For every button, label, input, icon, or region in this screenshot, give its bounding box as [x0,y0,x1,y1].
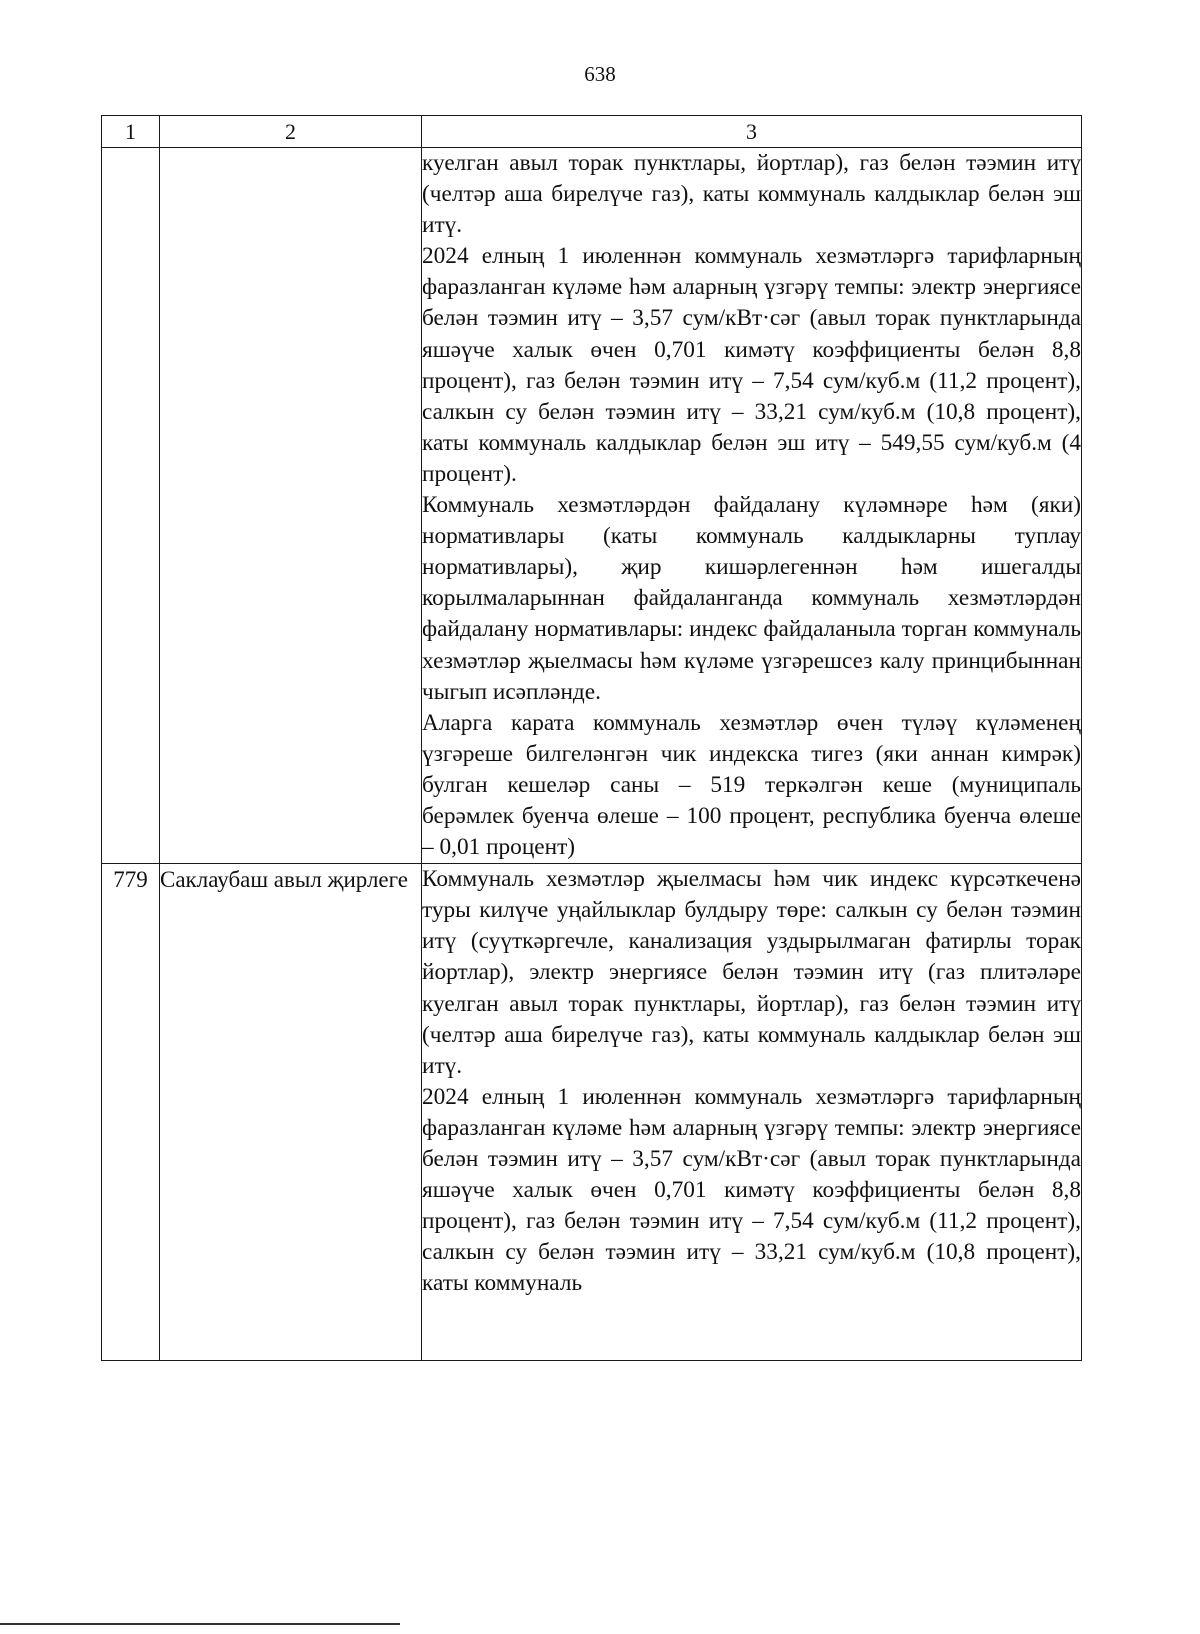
header-col-2: 2 [160,116,422,148]
table-row [102,148,1082,864]
table-row [102,864,1082,1361]
paragraph: Коммуналь хезмәтләрдән файдалану күләмнәре һәм (яки) нормативлары (каты коммуналь калдыкларны туплау нормативлары), җир кишәрлегеннән һәм ишегалды корылмаларыннан файдаланганда коммуналь хезмәтләрдән файдалану нормативлары: индекс файдаланыла торган коммуналь хезмәтләр җыелмасы һәм күләме үзгәрешсез калу принцибыннан чыгып исәпләнде. [422,492,1081,705]
paragraph: Аларга карата коммуналь хезмәтләр өчен түләү күләменең үзгәреше билгеләнгән чик индекска тигез (яки аннан кимрәк) булган кешеләр саны – 519 теркәлгән кеше (муниципаль берәмлек буенча өлеше – 100 процент, республика буенча өлеше – 0,01 процент) [422,709,1081,861]
settlement-name [160,148,422,864]
paragraph: куелган авыл торак пунктлары, йортлар), газ белән тәэмин итү (челтәр аша бирелүче газ), каты коммуналь калдыклар белән эш итү. [422,150,1081,239]
paragraph: Коммуналь хезмәтләр җыелмасы һәм чик индекс күрсәткеченә туры килүче уңайлыклар булдыру төре: салкын су белән тәэмин итү (суүткәргечле, канализация уздырылмаган фатирлы торак йортлар), электр энергиясе белән тәэмин итү (газ плитәләре куелган авыл торак пунктлары, йортлар), газ белән тәэмин итү (челтәр аша бирелүче газ), каты коммуналь калдыклар белән эш итү. [422,866,1081,1079]
row-number: 779 [102,864,160,1361]
row-description [422,864,1082,1361]
header-col-1: 1 [102,116,160,148]
row-number [102,148,160,864]
header-col-3: 3 [422,116,1082,148]
row-description [422,148,1082,864]
page-number: 638 [584,62,616,86]
table-header-row [102,116,1082,148]
paragraph: 2024 елның 1 июленнән коммуналь хезмәтләргә тарифларның фаразланган күләме һәм аларның үзгәрү темпы: электр энергиясе белән тәэмин итү – 3,57 сум/кВт·сәг (авыл торак пунктларында яшәүче халык өчен 0,701 кимәтү коэффициенты белән 8,8 процент), газ белән тәэмин итү – 7,54 сум/куб.м (11,2 процент), салкын су белән тәэмин итү – 33,21 сум/куб.м (10,8 процент), каты коммуналь [422,1083,1081,1297]
municipality-table [101,115,1082,1361]
paragraph: 2024 елның 1 июленнән коммуналь хезмәтләргә тарифларның фаразланган күләме һәм аларның үзгәрү темпы: электр энергиясе белән тәэмин итү – 3,57 сум/кВт·сәг (авыл торак пунктларында яшәүче халык өчен 0,701 кимәтү коэффициенты белән 8,8 процент), газ белән тәэмин итү – 7,54 сум/куб.м (11,2 процент), салкын су белән тәэмин итү – 33,21 сум/куб.м (10,8 процент), каты коммуналь калдыклар белән эш итү – 549,55 сум/куб.м (4 процент). [422,243,1081,487]
row-description-clip [422,864,1081,1360]
bottom-divider [0,1623,400,1625]
settlement-name: Саклаубаш авыл җирлеге [160,864,422,1361]
